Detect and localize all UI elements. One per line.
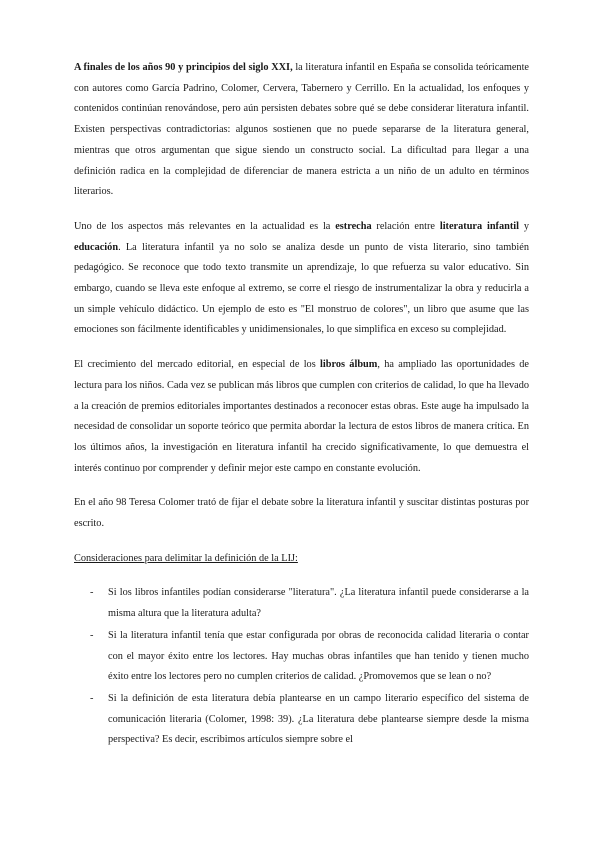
document-page: [74, 58, 529, 752]
paragraph-3: [74, 355, 529, 479]
paragraph-2-bold-2: literatura infantil: [439, 220, 520, 232]
paragraph-2-text-2: relación entre: [371, 220, 440, 232]
list-item: - Si la literatura infantil tenía que estar configurada por obras de reconocida calidad literaria o contar con el mayor éxito entre los lectores. Hay muchas obras infantiles que han tenido y tienen mucho éxito entre los lectores pero no cumplen criterios de calidad. ¿Promovemos que se lean o no?: [74, 626, 529, 688]
paragraph-3-text-1: El crecimiento del mercado editorial, en especial de los: [74, 359, 321, 371]
paragraph-2-bold-3: educación: [74, 241, 119, 253]
list-item: - Si los libros infantiles podían considerarse "literatura". ¿La literatura infantil puede considerarse a la misma altura que la literatura adulta?: [74, 583, 529, 624]
paragraph-3-text-2: , ha ampliado las oportunidades de lectura para los niños. Cada vez se publican más libros que cumplen con criterios de calidad, lo que ha llevado a la creación de premios editoriales importantes destinados a reconocer estas obras. Este auge ha impulsado la necesidad de consolidar un soporte teórico que permita abordar la lectura de estos libros de manera crítica. En los últimos años, la investigación en literatura infantil ha crecido significativamente, lo que demuestra el interés continuo por comprender y definir mejor este campo en constante evolución.: [74, 359, 529, 474]
paragraph-1-text: la literatura infantil en España se consolida teóricamente con autores como García Padrino, Colomer, Cervera, Tabernero y Cerrillo. En la actualidad, los enfoques y contenidos continúan renovándose, pero aún persisten debates sobre qué se debe considerar literatura infantil. Existen perspectivas contradictorias: algunos sostienen que no puede separarse de la literatura general, mientras que otros argumentan que sigue siendo un constructo social. La dificultad para llegar a una definición radica en la complejidad de diferenciar de manera estricta a un niño de un adulto en términos literarios.: [74, 62, 529, 198]
section-heading: Consideraciones para delimitar la definición de la LIJ:: [74, 552, 298, 564]
paragraph-4: En el año 98 Teresa Colomer trató de fijar el debate sobre la literatura infantil y suscitar distintas posturas por escrito.: [74, 497, 529, 530]
paragraph-2: [74, 217, 529, 341]
list-item: - Si la definición de esta literatura debía plantearse en un campo literario específico del sistema de comunicación literaria (Colomer, 1998: 39). ¿La literatura debe plantearse siempre desde la misma perspectiva? Es decir, escribimos artículos siempre sobre el: [74, 689, 529, 751]
paragraph-1: [74, 58, 529, 203]
considerations-list: [74, 583, 529, 751]
paragraph-2-text-4: . La literatura infantil ya no solo se analiza desde un punto de vista literario, sino también pedagógico. Se reconoce que todo texto transmite un aprendizaje, lo que refuerza su valor educativo. Sin embargo, cuando se lleva este enfoque al extremo, se corre el riesgo de instrumentalizar la obra y reducirla a un simple vehículo didáctico. Un ejemplo de esto es "El monstruo de colores", un libro que asume que las emociones son fácilmente identificables y unidimensionales, lo que simplifica en exceso su complejidad.: [74, 241, 529, 336]
paragraph-2-bold-1: estrecha: [335, 220, 372, 232]
paragraph-3-bold-1: libros álbum: [320, 359, 378, 371]
paragraph-2-text-1: Uno de los aspectos más relevantes en la actualidad es la: [74, 220, 336, 232]
paragraph-2-text-3: y: [519, 220, 529, 232]
paragraph-1-bold-lead: A finales de los años 90 y principios del siglo XXI,: [74, 62, 293, 73]
